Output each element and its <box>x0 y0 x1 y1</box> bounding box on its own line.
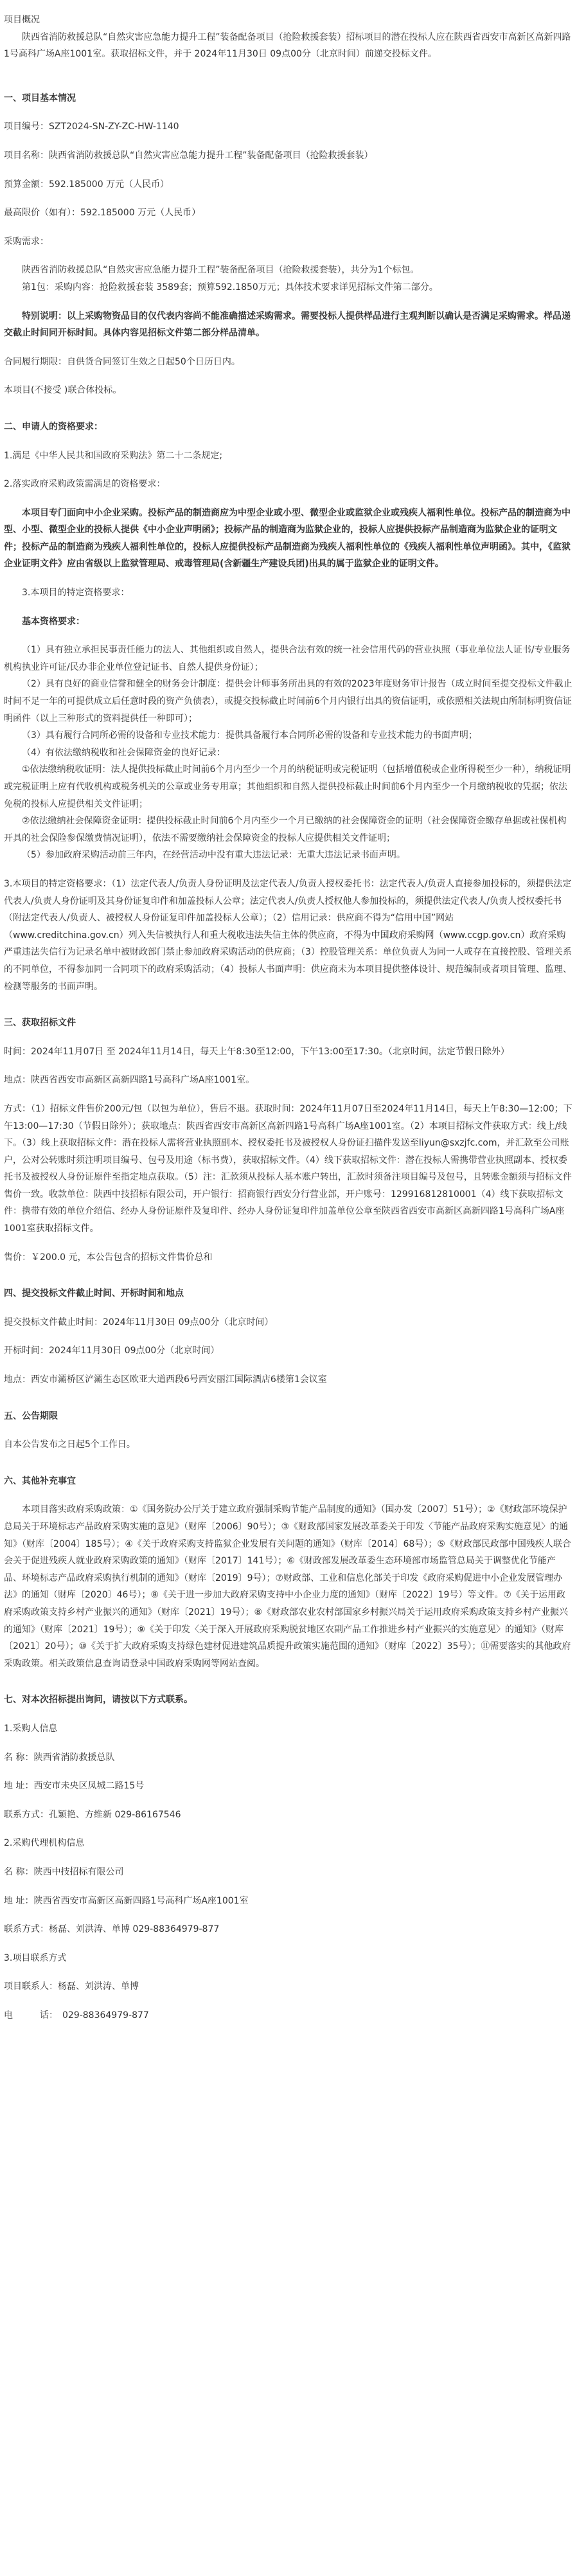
agent-name: 名 称：陕西中技招标有限公司 <box>4 1866 124 1877</box>
obtain-place: 地点：陕西省西安市高新区高新四路1号高科广场A座1001室。 <box>4 1075 255 1086</box>
opening-time: 开标时间：2024年11月30日 09点00分（北京时间） <box>4 1346 220 1356</box>
requirement-3: （3）具有履行合同所必需的设备和专业技术能力：提供具备履行本合同所必需的设备和专业技术能力的书面声明； <box>22 730 477 741</box>
project-number: 项目编号：SZT2024-SN-ZY-ZC-HW-1140 <box>4 122 179 132</box>
submission-deadline: 提交投标文件截止时间：2024年11月30日 09点00分（北京时间） <box>4 1317 274 1328</box>
special-requirements: 3.本项目的特定资格要求：（1）法定代表人/负责人身份证明及法定代表人/负责人授权委托书：法定代表人/负责人直接参加投标的，须提供法定代表人/负责人身份证明及其身份证复印件和加盖投标人公章；法定代表人/负责人授权他人参加投标的，须提供法定代表人/负责人授权委托书（附法定代表人/负责人、被授权人身份证复印件加盖投标人公章）；（2）信用记录：供应商不得为“信用中国”网站（www.creditchina.gov.cn）列入失信被执行人和重大税收违法失信主体的供应商，不得为中国政府采购网（www.ccgp.gov.cn）政府采购严重违法失信行为记录名单中被财政部门禁止参加政府采购活动的供应商；（3）控股管理关系：单位负责人为同一人或存在直接控股、管理关系的不同单位，不得参加同一合同项下的政府采购活动；（4）投标人书面声明：供应商未为本项目提供整体设计、规范编制或者项目管理、监理、检测等服务的书面声明。 <box>4 878 572 992</box>
buyer-info-title: 1.采购人信息 <box>4 1723 58 1734</box>
requirement-4: （4）有依法缴纳税收和社会保障资金的良好记录： <box>22 747 226 758</box>
supplementary-matters: 本项目落实政府采购政策：①《国务院办公厅关于建立政府强制采购节能产品制度的通知》（国办发〔2007〕51号）；②《财政部环境保护总局关于环境标志产品政府采购实施的意见》（财库〔2006〕90号）；③《财政部国家发展改革委关于印发〈节能产品政府采购实施意见〉的通知》（财库〔2004〕185号）；④《关于政府采购支持监狱企业发展有关问题的通知》（财库〔2014〕68号）；⑤《财政部民政部中国残疾人联合会关于促进残疾人就业政府采购政策的通知》（财库〔2017〕141号）；⑥《财政部发展改革委生态环境部市场监管总局关于调整优化节能产品、环境标志产品政府采购执行机制的通知》（财库〔2019〕9号）；⑦财政部、工业和信息化部关于印发《政府采购促进中小企业发展管理办法》的通知（财库〔2020〕46号）；⑧《关于进一步加大政府采购支持中小企业力度的通知》（财库〔2022〕19号）等文件。⑦《关于运用政府采购政策支持乡村产业振兴的通知》（财库〔2021〕19号）；⑧《财政部农业农村部国家乡村振兴局关于运用政府采购政策支持乡村产业振兴的通知》（财库〔2021〕19号）；⑨《关于印发〈关于深入开展政府采购脱贫地区农副产品工作推进乡村产业振兴的实施意见〉的通知》（财库〔2021〕20号）；⑩《关于扩大政府采购支持绿色建材促进建筑品质提升政策实施范围的通知》（财库〔2022〕35号）；⑪需要落实的其他政府采购政策。相关政策信息查询请登录中国政府采购网等网站查阅。 <box>4 1504 571 1669</box>
section-7-title: 七、对本次招标提出询问，请按以下方式联系。 <box>4 1695 193 1706</box>
section-2-title: 二、申请人的资格要求： <box>4 421 103 432</box>
requirement-2: （2）具有良好的商业信誉和健全的财务会计制度：提供会计师事务所出具的有效的2023年度财务审计报告（成立时间至提交投标文件截止时间不足一年的可提供成立后任意时段的资产负债表），或提交投标截止时间前6个月内银行出具的资信证明，或依照相关法规由所制标明资信证明函件（以上三种形式的资料提供任一种即可）； <box>4 679 573 724</box>
requirement-5: （5）参加政府采购活动前三年内，在经营活动中没有重大违法记录：无重大违法记录书面声明。 <box>22 850 405 861</box>
sme-policy: 本项目专门面向中小企业采购。投标产品的制造商应为中型企业或小型、微型企业或监狱企业或残疾人福利性单位。投标产品的制造商为中型、小型、微型企业的投标人提供《中小企业声明函》；投标产品的制造商为监狱企业的，投标人应提供投标产品制造商为监狱企业的证明文件；投标产品的制造商为残疾人福利性单位的，投标人应提供投标产品制造商为残疾人福利性单位的《残疾人福利性单位声明函》。其中，《监狱企业证明文件》应由省级以上监狱管理局、戒毒管理局(含新疆生产建设兵团)出具的属于监狱企业的证明文件。 <box>4 507 571 570</box>
section-4-title: 四、提交投标文件截止时间、开标时间和地点 <box>4 1288 184 1299</box>
agent-address: 地 址：陕西省西安市高新区高新四路1号高科广场A座1001室 <box>4 1895 249 1906</box>
opening-place: 地点：西安市灞桥区浐灞生态区欧亚大道西段6号西安丽江国际酒店6楼第1会议室 <box>4 1374 327 1385</box>
agent-contact: 联系方式：杨磊、刘洪涛、单博 029-88364979-877 <box>4 1924 220 1935</box>
section-3-title: 三、获取招标文件 <box>4 1018 76 1029</box>
demand-text-1: 陕西省消防救援总队“自然灾害应急能力提升工程”装备配备项目（抢险救援套装），共分为1个标包。 <box>22 265 420 276</box>
document-price: 售价：￥200.0 元，本公告包含的招标文件售价总和 <box>4 1252 213 1263</box>
obtain-time: 时间：2024年11月07日 至 2024年11月14日，每天上午8:30至12:00，下午13:00至17:30。（北京时间，法定节假日除外） <box>4 1046 510 1057</box>
demand-label: 采购需求： <box>4 236 49 247</box>
demand-text-2: 第1包：采购内容：抢险救援套装 3589套；预算592.1850万元；具体技术要求详见招标文件第二部分。 <box>22 282 438 293</box>
basic-requirements-title: 基本资格要求： <box>22 616 85 627</box>
section-1-title: 一、项目基本情况 <box>4 93 76 104</box>
requirement-4-social: ②依法缴纳社会保障资金证明：提供投标截止时间前6个月内至少一个月已缴纳的社会保障资金的证明（社会保障资金缴存单据或社保机构开具的社会保险参保缴费情况证明），依法不需要缴纳社会保障资金的投标人应提供相关文件证明； <box>4 816 567 843</box>
overview-heading: 项目概况 <box>4 15 40 25</box>
announcement-period: 自本公告发布之日起5个工作日。 <box>4 1439 136 1450</box>
qualification-item-3: 3.本项目的特定资格要求： <box>22 588 130 599</box>
project-contact-title: 3.项目联系方式 <box>4 1952 67 1963</box>
requirement-4-tax: ①依法缴纳税收证明：法人提供投标截止时间前6个月内至少一个月的纳税证明或完税证明（包括增值税或企业所得税至少一种），纳税证明或完税证明上应有代收机构或税务机关的公章或业务专用章；其他组织和自然人提供投标截止时间前6个月内至少一个月缴纳税收的凭据；依法免税的投标人应提供相关文件证明； <box>4 764 571 809</box>
project-contact-people: 项目联系人：杨磊、刘洪涛、单博 <box>4 1981 139 1992</box>
contract-period: 合同履行期限：自供货合同签订生效之日起50个日历日内。 <box>4 356 240 367</box>
section-5-title: 五、公告期限 <box>4 1410 58 1421</box>
section-6-title: 六、其他补充事宜 <box>4 1475 76 1486</box>
budget-amount: 预算金额：592.185000 万元（人民币） <box>4 179 170 190</box>
qualification-item-1: 1.满足《中华人民共和国政府采购法》第二十二条规定; <box>4 450 223 461</box>
max-price: 最高限价（如有）：592.185000 万元（人民币） <box>4 208 201 219</box>
overview-intro: 陕西省消防救援总队“自然灾害应急能力提升工程”装备配备项目（抢险救援套装）招标项目的潜在投标人应在陕西省西安市高新区高新四路1号高科广场A座1001室。获取招标文件，并于 2024年11月30日 09点00分（北京时间）前递交投标文件。 <box>4 32 571 60</box>
consortium-note: 本项目(不接受 )联合体投标。 <box>4 385 122 396</box>
project-name: 项目名称：陕西省消防救援总队“自然灾害应急能力提升工程”装备配备项目（抢险救援套装） <box>4 150 373 161</box>
special-notice: 特别说明：以上采购物资品目的仅代表内容尚不能准确描述采购需求。需要投标人提供样品进行主观判断以确认是否满足采购需求。样品递交截止时间同开标时间。具体内容见招标文件第二部分样品清单。 <box>4 311 571 339</box>
qualification-item-2: 2.落实政府采购政策需满足的资格要求： <box>4 479 166 490</box>
agent-info-title: 2.采购代理机构信息 <box>4 1838 85 1849</box>
project-contact-phone: 电 话： 029-88364979-877 <box>4 2010 149 2021</box>
obtain-method: 方式：（1）招标文件售价200元/包（以包为单位），售后不退。获取时间：2024年11月07日至2024年11月14日，每天上午8:30—12:00；下午13:00—17:30（节假日除外）；获取地点：陕西省西安市高新区高新四路1号高科广场A座1001室。（2）本项目招标文件获取方式：线上/线下。（3）线上获取招标文件：潜在投标人需将营业执照副本、授权委托书及被授权人身份证扫描件发送至liyun@sxzjfc.com，并汇款至公司账户，公对公转账时须注明项目编号、包号及用途（标书费），获取招标文件。（4）线下获取招标文件：潜在投标人需携带营业执照副本、授权委托书及被授权人身份证原件至指定地点获取。（5）注：汇款须从投标人基本账户转出，汇款时须备注项目编号及包号，且转账金额须与招标文件售价一致。收款单位：陕西中技招标有限公司，开户银行：招商银行西安分行营业部，开户账号：129916812810001（4）线下获取招标文件：携带有效的单位介绍信、经办人身份证原件及复印件、经办人身份证复印件加盖单位公章至陕西省西安市高新区高新四路1号高科广场A座1001室获取招标文件。 <box>4 1103 573 1234</box>
requirement-1: （1）具有独立承担民事责任能力的法人、其他组织或自然人，提供合法有效的统一社会信用代码的营业执照（事业单位法人证书/专业服务机构执业许可证/民办非企业单位登记证书、自然人提供身份证）； <box>4 645 571 672</box>
buyer-address: 地 址：西安市未央区凤城二路15号 <box>4 1781 145 1792</box>
buyer-name: 名 称：陕西省消防救援总队 <box>4 1752 115 1763</box>
buyer-contact: 联系方式：孔颖艳、方维新 029-86167546 <box>4 1809 181 1820</box>
